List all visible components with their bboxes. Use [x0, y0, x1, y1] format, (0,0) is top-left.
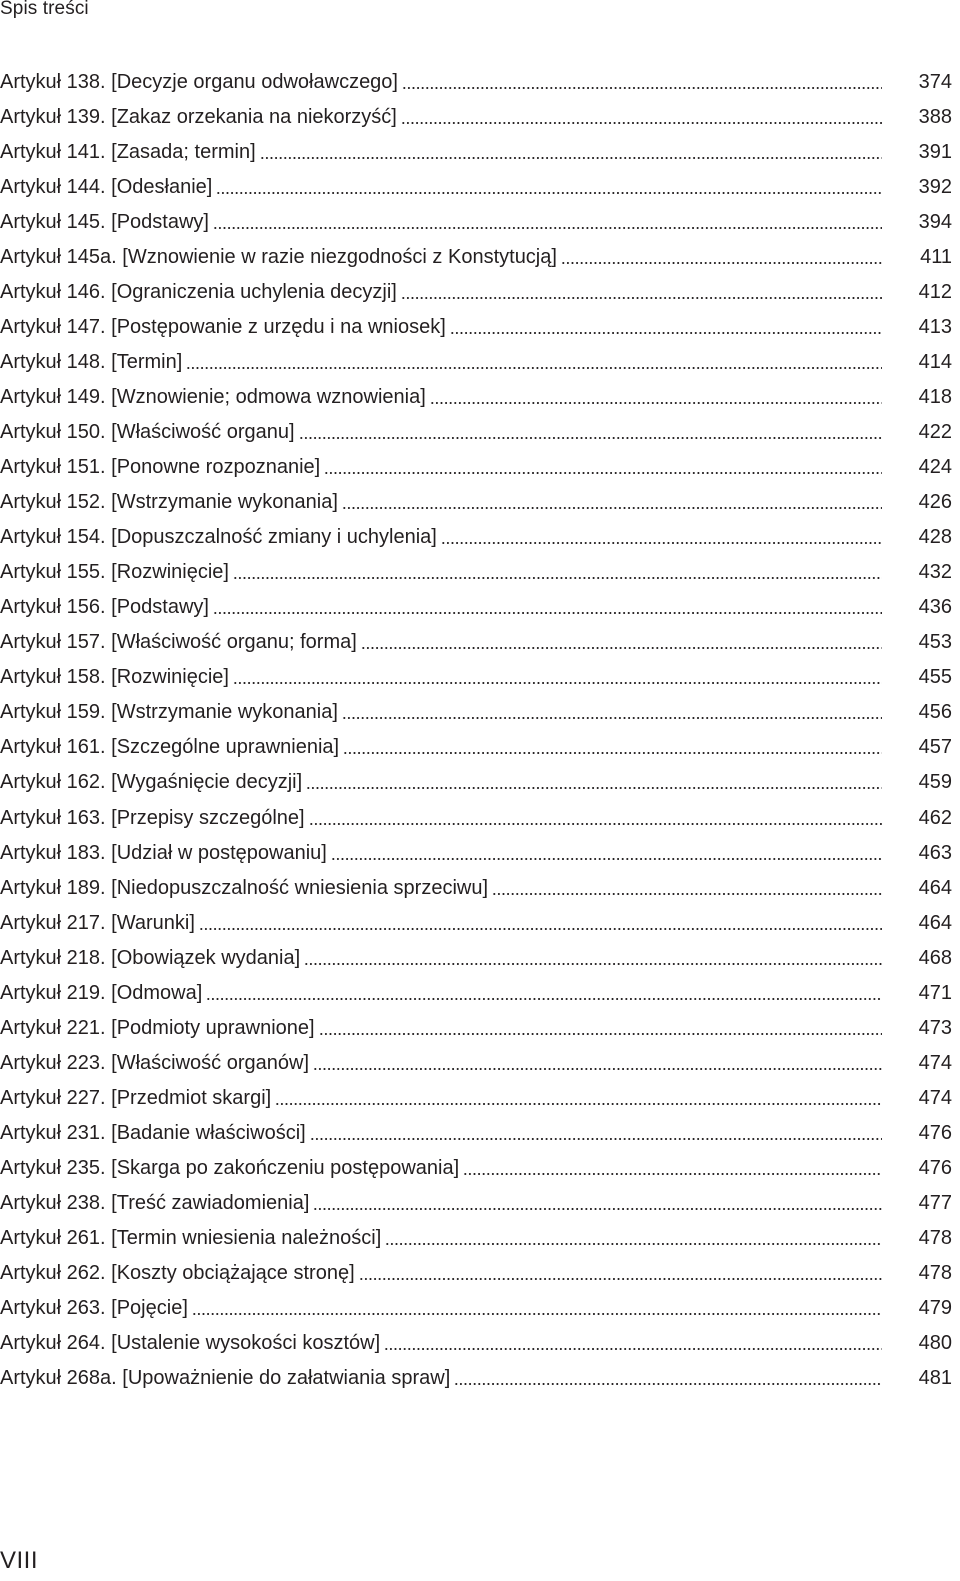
dot-leader — [260, 140, 882, 164]
dot-leader — [186, 350, 882, 374]
toc-entry — [0, 660, 952, 695]
toc-entry — [0, 765, 952, 800]
toc-entry-page: 474 — [918, 1086, 952, 1109]
toc-entry — [0, 485, 952, 520]
toc-entry-title: Artykuł 235. [Skarga po zakończeniu postępowania] — [0, 1156, 460, 1179]
dot-leader — [492, 876, 882, 900]
toc-entry — [0, 905, 952, 940]
toc-entry-page: 418 — [918, 385, 952, 408]
toc-entry-title: Artykuł 145. [Podstawy] — [0, 210, 209, 233]
toc-entry — [0, 695, 952, 730]
toc-entry — [0, 940, 952, 975]
dot-leader — [331, 841, 882, 865]
dot-leader — [384, 1331, 882, 1355]
dot-leader — [319, 1016, 882, 1040]
dot-leader — [385, 1226, 882, 1250]
toc-entry — [0, 1080, 952, 1115]
dot-leader — [206, 981, 882, 1005]
dot-leader — [342, 490, 882, 514]
toc-entry — [0, 1221, 952, 1256]
toc-entry-title: Artykuł 227. [Przedmiot skargi] — [0, 1086, 272, 1109]
toc-entry-page: 479 — [918, 1297, 952, 1320]
dot-leader — [233, 665, 882, 689]
toc-entry — [0, 520, 952, 555]
toc-entry — [0, 450, 952, 485]
toc-entry — [0, 204, 952, 239]
dot-leader — [361, 630, 882, 654]
toc-entry — [0, 975, 952, 1010]
toc-entry — [0, 625, 952, 660]
toc-entry-title: Artykuł 141. [Zasada; termin] — [0, 140, 256, 163]
toc-entry-title: Artykuł 145a. [Wznowienie w razie niezgodności z Konstytucją] — [0, 245, 557, 268]
toc-entry-title: Artykuł 268a. [Upoważnienie do załatwiania spraw] — [0, 1367, 451, 1390]
dot-leader — [463, 1156, 882, 1180]
dot-leader — [199, 911, 882, 935]
toc-entry — [0, 870, 952, 905]
toc-entry-title: Artykuł 156. [Podstawy] — [0, 596, 209, 619]
toc-entry-page: 481 — [918, 1367, 952, 1390]
toc-entry-title: Artykuł 217. [Warunki] — [0, 911, 195, 934]
toc-entry-title: Artykuł 262. [Koszty obciążające stronę] — [0, 1262, 355, 1285]
toc-entry-title: Artykuł 148. [Termin] — [0, 350, 183, 373]
toc-entry — [0, 1115, 952, 1150]
toc-entry-title: Artykuł 149. [Wznowienie; odmowa wznowienia] — [0, 385, 426, 408]
dot-leader — [402, 70, 882, 94]
toc-entry-title: Artykuł 189. [Niedopuszczalność wniesienia sprzeciwu] — [0, 876, 489, 899]
toc-entry-title: Artykuł 158. [Rozwinięcie] — [0, 666, 229, 689]
toc-entry-title: Artykuł 221. [Podmioty uprawnione] — [0, 1016, 315, 1039]
toc-entry-page: 453 — [918, 631, 952, 654]
toc-entry-title: Artykuł 144. [Odesłanie] — [0, 175, 213, 198]
toc-entry — [0, 1326, 952, 1361]
toc-entry-page: 468 — [918, 946, 952, 969]
toc-entry — [0, 64, 952, 99]
dot-leader — [561, 245, 882, 269]
dot-leader — [401, 280, 882, 304]
toc-entry-title: Artykuł 218. [Obowiązek wydania] — [0, 946, 301, 969]
toc-entry-page: 478 — [918, 1227, 952, 1250]
toc-entry — [0, 730, 952, 765]
toc-entry — [0, 1045, 952, 1080]
toc-entry-title: Artykuł 264. [Ustalenie wysokości kosztów] — [0, 1332, 381, 1355]
toc-entry-title: Artykuł 161. [Szczególne uprawnienia] — [0, 736, 340, 759]
dot-leader — [441, 525, 882, 549]
toc-entry — [0, 835, 952, 870]
dot-leader — [216, 175, 882, 199]
toc-entry-page: 464 — [918, 911, 952, 934]
toc-entry-page: 394 — [918, 210, 952, 233]
toc-entry-page: 456 — [918, 701, 952, 724]
toc-entry-page: 374 — [918, 70, 952, 93]
dot-leader — [233, 560, 882, 584]
dot-leader — [343, 735, 882, 759]
toc-entry-title: Artykuł 219. [Odmowa] — [0, 981, 203, 1004]
dot-leader — [450, 315, 882, 339]
toc-entry-title: Artykuł 183. [Udział w postępowaniu] — [0, 841, 327, 864]
toc-entry-title: Artykuł 152. [Wstrzymanie wykonania] — [0, 491, 338, 514]
toc-entry-page: 414 — [918, 350, 952, 373]
dot-leader — [313, 1191, 882, 1215]
toc-entry-title: Artykuł 162. [Wygaśnięcie decyzji] — [0, 771, 303, 794]
toc-entry — [0, 309, 952, 344]
toc-entry-title: Artykuł 139. [Zakaz orzekania na niekorzyść] — [0, 105, 397, 128]
toc-entry — [0, 1291, 952, 1326]
dot-leader — [342, 700, 882, 724]
toc-entry-page: 463 — [918, 841, 952, 864]
toc-entry-page: 412 — [918, 280, 952, 303]
dot-leader — [213, 595, 882, 619]
toc-entry — [0, 414, 952, 449]
toc-entry — [0, 1361, 952, 1396]
toc-entry-page: 426 — [918, 491, 952, 514]
toc-entry-title: Artykuł 155. [Rozwinięcie] — [0, 561, 229, 584]
dot-leader — [213, 210, 882, 234]
dot-leader — [304, 946, 882, 970]
toc-entry — [0, 134, 952, 169]
toc-entry-page: 422 — [918, 420, 952, 443]
toc-entry — [0, 1010, 952, 1045]
toc-entry-page: 474 — [918, 1051, 952, 1074]
toc-entry-title: Artykuł 138. [Decyzje organu odwoławczego] — [0, 70, 398, 93]
dot-leader — [313, 1051, 882, 1075]
toc-entry — [0, 379, 952, 414]
toc-entry-title: Artykuł 157. [Właściwość organu; forma] — [0, 631, 357, 654]
running-head: Spis treści — [0, 0, 89, 19]
table-of-contents — [0, 64, 952, 1396]
toc-entry — [0, 99, 952, 134]
toc-entry-page: 455 — [918, 666, 952, 689]
toc-entry-title: Artykuł 150. [Właściwość organu] — [0, 420, 295, 443]
toc-entry-page: 476 — [918, 1156, 952, 1179]
dot-leader — [310, 1121, 882, 1145]
toc-entry — [0, 274, 952, 309]
toc-entry-page: 436 — [918, 596, 952, 619]
dot-leader — [454, 1366, 882, 1390]
dot-leader — [299, 420, 882, 444]
toc-entry-title: Artykuł 147. [Postępowanie z urzędu i na wniosek] — [0, 315, 446, 338]
toc-entry — [0, 1150, 952, 1185]
toc-entry — [0, 239, 952, 274]
toc-entry — [0, 1186, 952, 1221]
toc-entry-page: 471 — [918, 981, 952, 1004]
toc-entry-page: 457 — [918, 736, 952, 759]
toc-entry — [0, 590, 952, 625]
toc-entry-title: Artykuł 154. [Dopuszczalność zmiany i uchylenia] — [0, 526, 437, 549]
dot-leader — [401, 105, 882, 129]
toc-entry-page: 411 — [920, 245, 952, 268]
toc-entry-page: 428 — [918, 526, 952, 549]
toc-entry-page: 477 — [918, 1192, 952, 1215]
toc-entry-page: 388 — [918, 105, 952, 128]
toc-entry-title: Artykuł 263. [Pojęcie] — [0, 1297, 188, 1320]
dot-leader — [430, 385, 882, 409]
dot-leader — [309, 806, 882, 830]
toc-entry-title: Artykuł 231. [Badanie właściwości] — [0, 1121, 306, 1144]
dot-leader — [359, 1261, 882, 1285]
toc-entry-title: Artykuł 261. [Termin wniesienia należności] — [0, 1227, 382, 1250]
toc-entry-page: 473 — [918, 1016, 952, 1039]
toc-entry — [0, 800, 952, 835]
toc-entry-page: 459 — [918, 771, 952, 794]
toc-entry-page: 476 — [918, 1121, 952, 1144]
toc-entry-page: 462 — [918, 806, 952, 829]
toc-entry-title: Artykuł 159. [Wstrzymanie wykonania] — [0, 701, 338, 724]
dot-leader — [275, 1086, 882, 1110]
toc-entry-title: Artykuł 223. [Właściwość organów] — [0, 1051, 310, 1074]
toc-entry-title: Artykuł 146. [Ograniczenia uchylenia decyzji] — [0, 280, 397, 303]
toc-entry-page: 464 — [918, 876, 952, 899]
toc-entry — [0, 169, 952, 204]
toc-entry — [0, 344, 952, 379]
toc-entry-page: 413 — [918, 315, 952, 338]
toc-entry-title: Artykuł 163. [Przepisy szczególne] — [0, 806, 305, 829]
dot-leader — [306, 770, 882, 794]
toc-entry-page: 480 — [918, 1332, 952, 1355]
toc-entry-page: 478 — [918, 1262, 952, 1285]
page-number: VIII — [0, 1547, 39, 1574]
toc-entry-page: 391 — [918, 140, 952, 163]
toc-entry-page: 424 — [918, 456, 952, 479]
toc-entry-page: 392 — [918, 175, 952, 198]
dot-leader — [192, 1296, 882, 1320]
toc-entry — [0, 555, 952, 590]
toc-entry-page: 432 — [918, 561, 952, 584]
dot-leader — [324, 455, 882, 479]
toc-entry-title: Artykuł 238. [Treść zawiadomienia] — [0, 1192, 310, 1215]
toc-entry-title: Artykuł 151. [Ponowne rozpoznanie] — [0, 456, 321, 479]
toc-entry — [0, 1256, 952, 1291]
